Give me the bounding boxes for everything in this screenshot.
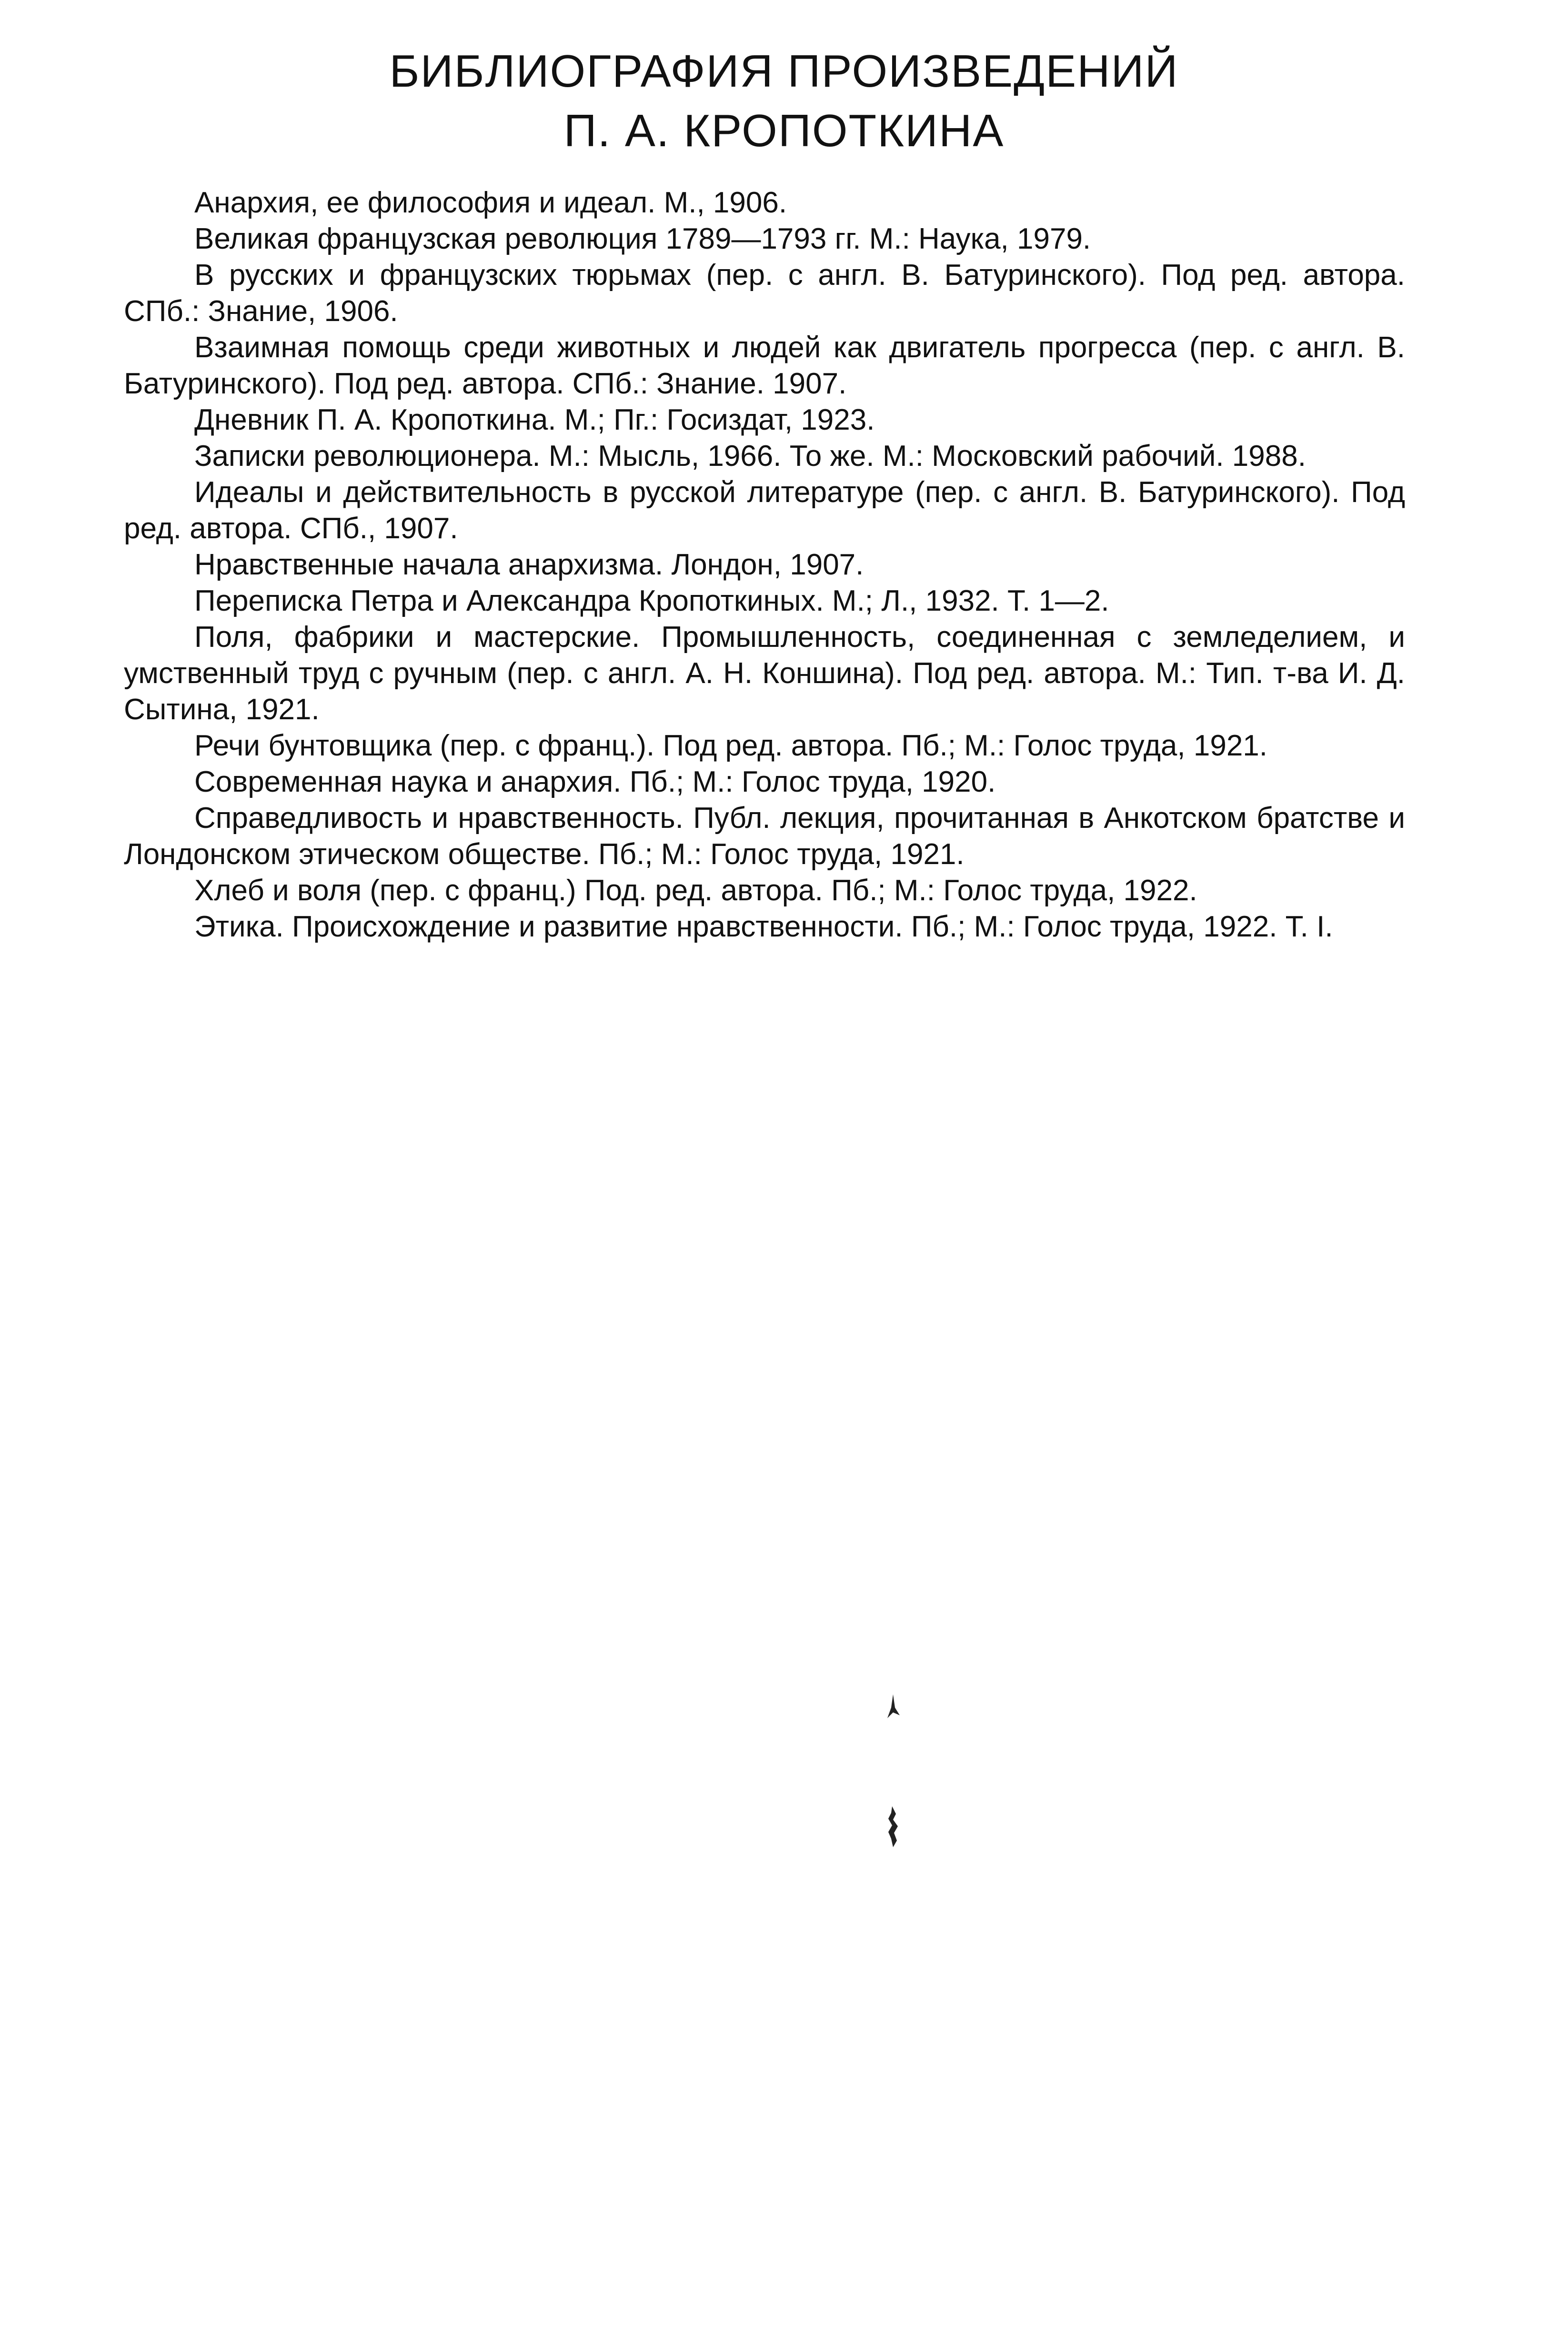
bibliography-entry: Современная наука и анархия. Пб.; М.: Голос труда, 1920.: [194, 765, 996, 798]
bibliography-entry: Анархия, ее философия и идеал. М., 1906.: [194, 186, 787, 219]
bibliography-entry: Идеалы и действительность в русской литературе (пер. с англ. В. Батуринского). Под ред. автора. СПб., 1907.: [124, 476, 1405, 545]
bibliography-entry: Взаимная помощь среди животных и людей как двигатель прогресса (пер. с англ. В. Батуринского). Под ред. автора. СПб.: Знание. 1907.: [124, 331, 1405, 400]
bibliography-list: [124, 185, 1405, 945]
page-title-line-2: П. А. КРОПОТКИНА: [563, 105, 1005, 156]
bibliography-entry: Переписка Петра и Александра Кропоткиных. М.; Л., 1932. Т. 1—2.: [194, 584, 1109, 617]
page-title-line-1: БИБЛИОГРАФИЯ ПРОИЗВЕДЕНИЙ: [389, 46, 1179, 97]
bibliography-entry: В русских и французских тюрьмах (пер. с англ. В. Батуринского). Под ред. автора. СПб.: Знание, 1906.: [124, 259, 1405, 328]
bibliography-entry: Дневник П. А. Кропоткина. М.; Пг.: Госиздат, 1923.: [194, 403, 875, 436]
bibliography-entry: Поля, фабрики и мастерские. Промышленность, соединенная с земледелием, и умственный труд с ручным (пер. с англ. А. Н. Коншина). Под ред. автора. М.: Тип. т-ва И. Д. Сытина, 1921.: [124, 621, 1405, 726]
bibliography-entry: Записки революционера. М.: Мысль, 1966. То же. М.: Московский рабочий. 1988.: [194, 440, 1306, 473]
bibliography-entry: Этика. Происхождение и развитие нравственности. Пб.; М.: Голос труда, 1922. Т. I.: [194, 910, 1333, 943]
print-speck-mark: [884, 1805, 903, 1848]
bibliography-entry: Хлеб и воля (пер. с франц.) Под. ред. автора. Пб.; М.: Голос труда, 1922.: [194, 874, 1197, 907]
bibliography-entry: Речи бунтовщика (пер. с франц.). Под ред. автора. Пб.; М.: Голос труда, 1921.: [194, 729, 1268, 762]
bibliography-entry: Великая французская революция 1789—1793 гг. М.: Наука, 1979.: [194, 222, 1091, 255]
print-speck-mark: [884, 1693, 903, 1727]
bibliography-entry: Нравственные начала анархизма. Лондон, 1907.: [194, 548, 864, 581]
bibliography-entry: Справедливость и нравственность. Публ. лекция, прочитанная в Анкотском братстве и Лондонском этическом обществе. Пб.; М.: Голос труда, 1921.: [124, 802, 1405, 871]
